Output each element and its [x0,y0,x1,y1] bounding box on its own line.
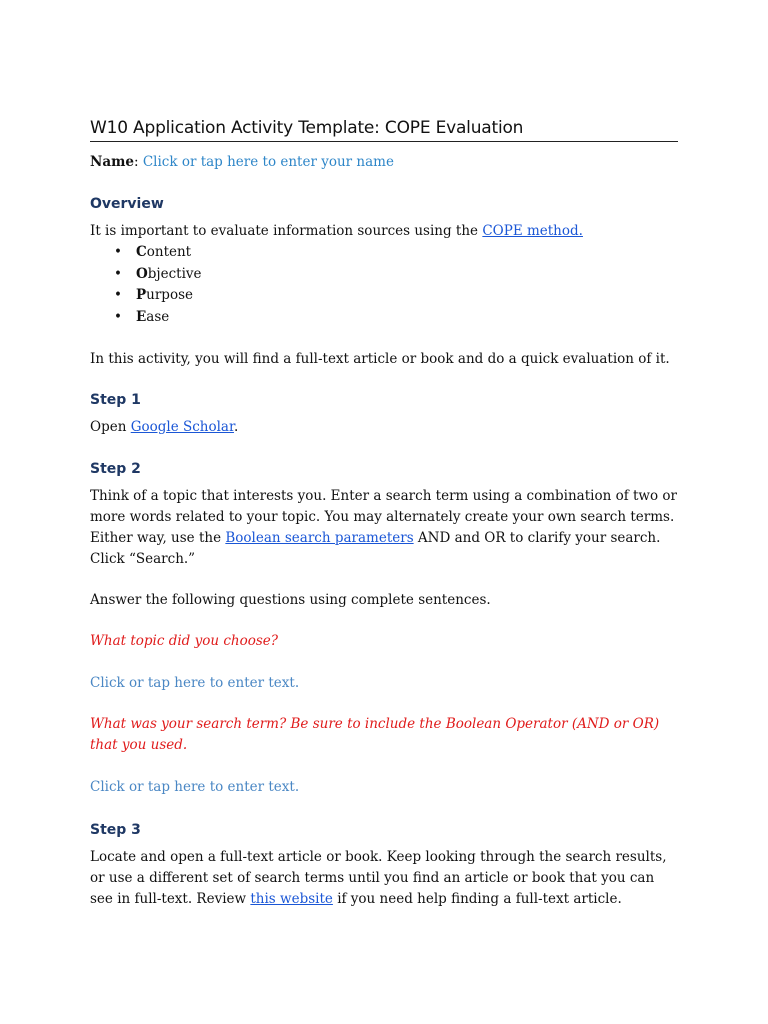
activity-description: In this activity, you will find a full-text article or book and do a quick evaluation of it. [90,351,670,367]
answer-search-term-placeholder[interactable]: Click or tap here to enter text. [90,779,300,795]
question-search-term: What was your search term? Be sure to include the Boolean Operator (AND or OR) that you used. [90,716,660,753]
bullet-initial: E [136,308,147,325]
list-item [114,242,678,264]
step3-text-after: if you need help finding a full-text article. [337,891,622,907]
google-scholar-link[interactable]: Google Scholar [130,419,234,435]
name-line [90,152,678,173]
cope-method-link[interactable]: COPE method. [482,223,583,239]
step1-text [90,417,678,438]
bullet-icon: • [114,287,122,303]
step1-text-after: . [233,419,239,435]
bullet-text: urpose [146,287,193,303]
overview-heading: Overview [90,196,164,212]
boolean-search-link[interactable]: Boolean search parameters [225,530,414,546]
name-colon: : [133,154,139,170]
bullet-initial: P [136,287,147,303]
name-label: Name [90,154,134,170]
step2-instructions: Answer the following questions using complete sentences. [90,592,491,608]
list-item [114,285,678,307]
document-title: W10 Application Activity Template: COPE Evaluation [90,118,678,142]
question-topic: What topic did you choose? [90,633,278,649]
bullet-text: ontent [146,244,192,260]
document-page [90,118,678,910]
step2-text [90,486,678,570]
bullet-initial: C [136,244,147,260]
list-item [114,264,678,286]
list-item [114,307,678,329]
answer-topic-placeholder[interactable]: Click or tap here to enter text. [90,675,300,691]
step3-text-before: Locate and open a full-text article or book. Keep looking through the search results, or use a different set of search terms until you find an article or book that you can see in full-text. Review [90,849,667,907]
step3-text [90,847,678,910]
overview-intro-text: It is important to evaluate information sources using the [90,223,479,239]
this-website-link[interactable]: this website [250,891,333,907]
step1-text-before: Open [90,419,127,435]
cope-list [90,242,678,328]
bullet-text: ase [146,308,170,325]
step2-heading: Step 2 [90,461,141,477]
name-input-placeholder[interactable]: Click or tap here to enter your name [142,154,394,170]
bullet-initial: O [136,265,148,282]
step2-text-after: AND and OR to clarify your search. Click “Search.” [90,530,661,567]
bullet-text: bjective [147,265,202,282]
bullet-icon: • [114,308,122,325]
bullet-icon: • [114,265,122,282]
step2-text-before: Think of a topic that interests you. Enter a search term using a combination of two or more words related to your topic. You may alternately create your own search terms. Either way, use the [90,488,677,546]
bullet-icon: • [114,244,122,260]
step3-heading: Step 3 [90,822,141,838]
step1-heading: Step 1 [90,392,141,408]
overview-intro [90,221,678,242]
